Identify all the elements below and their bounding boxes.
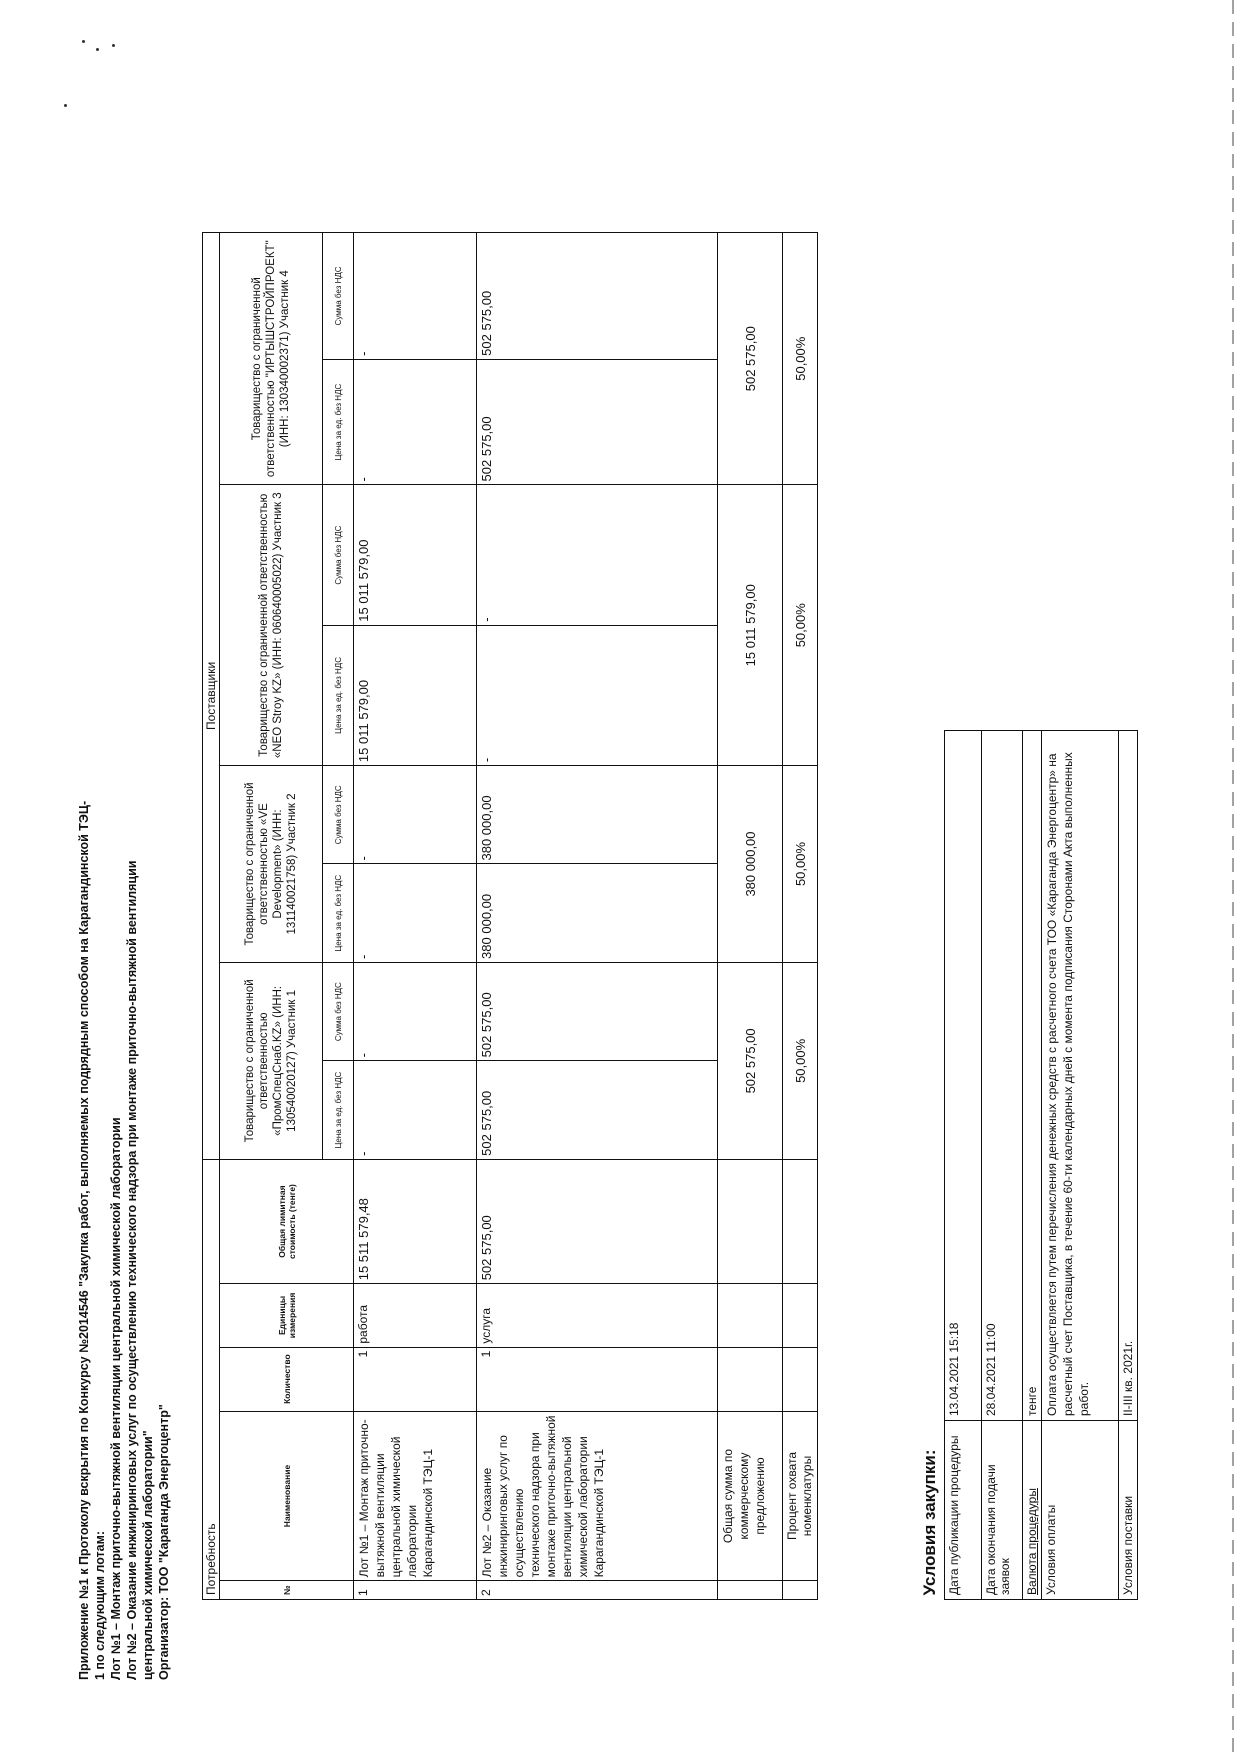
- condition-key: Дата окончания подачи заявок: [982, 1421, 1023, 1600]
- row-s3-sum: 15 011 579,00: [354, 485, 477, 625]
- row-s3-sum: -: [477, 485, 718, 625]
- row-unit: услуга: [477, 1284, 718, 1347]
- scan-speck: [112, 44, 115, 47]
- supplier-4-header: Товарищество с ограниченной ответственностью "ИРТЫШСТРОЙПРОЕКТ" (ИНН: 130340002371) Участник 4: [220, 233, 323, 485]
- total-s2: 380 000,00: [718, 766, 783, 963]
- header-line: Организатор: ТОО "Караганда Энергоцентр": [157, 1404, 171, 1680]
- condition-value: 13.04.2021 15:18: [945, 731, 982, 1421]
- condition-key: Условия оплаты: [1042, 1421, 1119, 1600]
- col-unit-header: Единицы измерения: [220, 1284, 354, 1347]
- empty-cell: [718, 1347, 783, 1411]
- empty-cell: [783, 1284, 818, 1347]
- rotated-page: [76, 160, 1166, 1680]
- condition-value: 28.04.2021 11:00: [982, 731, 1023, 1421]
- header-line: Приложение №1 к Протоколу вскрытия по Конкурсу №2014546 "Закупка работ, выполняемых подрядным способом на Карагандинской ТЭЦ-: [77, 800, 91, 1680]
- row-s1-price: 502 575,00: [477, 1061, 718, 1159]
- row-s3-price: 15 011 579,00: [354, 625, 477, 765]
- total-row: [718, 233, 783, 1600]
- condition-value: II-III кв. 2021г.: [1119, 731, 1138, 1421]
- row-s2-price: 380 000,00: [477, 864, 718, 962]
- row-s3-price: -: [477, 625, 718, 765]
- coverage-s1: 50,00%: [783, 962, 818, 1159]
- row-limit: 502 575,00: [477, 1159, 718, 1283]
- condition-row: [945, 731, 982, 1600]
- empty-cell: [718, 1159, 783, 1283]
- condition-row: [982, 731, 1023, 1600]
- empty-cell: [783, 1581, 818, 1600]
- condition-row: [1042, 731, 1119, 1600]
- scan-speck: [82, 40, 85, 43]
- condition-value: Оплата осуществляется путем перечисления денежных средств с расчетного счета ТОО «Караганда Энергоцентр» на расчетный счет Поставщика, в течение 60-ти календарных дней с момента подписания Сторонами Акта выполненных работ.: [1042, 731, 1119, 1421]
- row-s1-price: -: [354, 1061, 477, 1159]
- row-name: Лот №2 – Оказание инжиниринговых услуг по осуществлению технического надзора при монтаже приточно-вытяжной вентиляции центральной химической лаборатории Карагандинской ТЭЦ-1: [477, 1411, 718, 1581]
- table-row: [354, 233, 477, 1600]
- scan-speck: [96, 48, 99, 51]
- s4-sum-subheader: Сумма без НДС: [323, 233, 354, 360]
- coverage-s2: 50,00%: [783, 766, 818, 963]
- condition-key: Дата публикации процедуры: [945, 1421, 982, 1600]
- procurement-conditions-table: [916, 730, 1138, 1600]
- row-no: 2: [477, 1581, 718, 1600]
- empty-cell: [718, 1581, 783, 1600]
- supplier-1-header: Товарищество с ограниченной ответственностью «ПромСпецСнаб.KZ» (ИНН: 130540020127) Участник 1: [220, 962, 323, 1159]
- coverage-s4: 50,00%: [783, 233, 818, 485]
- condition-value: тенге: [1023, 731, 1042, 1421]
- coverage-row: [783, 233, 818, 1600]
- coverage-s3: 50,00%: [783, 485, 818, 766]
- group-suppliers-header: Поставщики: [203, 233, 220, 1160]
- row-limit: 15 511 579,48: [354, 1159, 477, 1283]
- total-label: Общая сумма по коммерческому предложению: [718, 1411, 783, 1581]
- empty-cell: [783, 1159, 818, 1283]
- coverage-label: Процент охвата номенклатуры: [783, 1411, 818, 1581]
- header-line: Лот №1 – Монтаж приточно-вытяжной вентиляции центральной химической лаборатории: [109, 1117, 123, 1680]
- table-row: [477, 233, 718, 1600]
- col-name-header: Наименование: [220, 1411, 354, 1581]
- col-limit-header: Общая лимитная стоимость (тенге): [220, 1159, 354, 1283]
- row-s4-price: 502 575,00: [477, 359, 718, 485]
- s3-sum-subheader: Сумма без НДС: [323, 485, 354, 625]
- row-s4-price: -: [354, 359, 477, 485]
- row-unit: работа: [354, 1284, 477, 1347]
- row-no: 1: [354, 1581, 477, 1600]
- supplier-2-header: Товарищество с ограниченной ответственностью «VE Development» (ИНН: 131140021758) Участник 2: [220, 766, 323, 963]
- row-qty: 1: [477, 1347, 718, 1411]
- empty-cell: [783, 1347, 818, 1411]
- condition-key: Условия поставки: [1119, 1421, 1138, 1600]
- supplier-3-header: Товарищество с ограниченной ответственностью «NEO Stroy KZ» (ИНН: 060640005022) Участник 3: [220, 485, 323, 766]
- header-line: 1 по следующим лотам:: [93, 1530, 107, 1680]
- row-s4-sum: -: [354, 233, 477, 360]
- scan-edge-artifact: [1232, 0, 1234, 1754]
- conditions-title: Условия закупки:: [916, 731, 945, 1600]
- row-name: Лот №1 – Монтаж приточно-вытяжной вентиляции центральной химической лаборатории Карагандинской ТЭЦ-1: [354, 1411, 477, 1581]
- s2-price-subheader: Цена за ед. без НДС: [323, 864, 354, 962]
- row-s4-sum: 502 575,00: [477, 233, 718, 360]
- row-s2-sum: 380 000,00: [477, 766, 718, 864]
- col-no-header: №: [220, 1581, 354, 1600]
- empty-cell: [718, 1284, 783, 1347]
- group-need-header: Потребность: [203, 1159, 220, 1599]
- opening-protocol-table: [202, 232, 818, 1600]
- s4-price-subheader: Цена за ед. без НДС: [323, 359, 354, 485]
- s2-sum-subheader: Сумма без НДС: [323, 766, 354, 864]
- total-s3: 15 011 579,00: [718, 485, 783, 766]
- condition-row: [1023, 731, 1042, 1600]
- row-s1-sum: -: [354, 962, 477, 1060]
- scan-speck: [64, 104, 67, 107]
- document-header: [76, 200, 172, 1680]
- row-qty: 1: [354, 1347, 477, 1411]
- row-s2-price: -: [354, 864, 477, 962]
- total-s4: 502 575,00: [718, 233, 783, 485]
- header-line: Лот №2 – Оказание инжиниринговых услуг по осуществлению технического надзора при монтаже приточно-вытяжной вентиляции: [125, 860, 139, 1680]
- condition-key: Валюта процедуры: [1023, 1421, 1042, 1600]
- header-line: центральной химической лаборатории": [141, 1430, 155, 1680]
- s1-price-subheader: Цена за ед. без НДС: [323, 1061, 354, 1159]
- row-s1-sum: 502 575,00: [477, 962, 718, 1060]
- col-qty-header: Количество: [220, 1347, 354, 1411]
- row-s2-sum: -: [354, 766, 477, 864]
- s1-sum-subheader: Сумма без НДС: [323, 962, 354, 1060]
- total-s1: 502 575,00: [718, 962, 783, 1159]
- condition-row: [1119, 731, 1138, 1600]
- s3-price-subheader: Цена за ед. без НДС: [323, 625, 354, 765]
